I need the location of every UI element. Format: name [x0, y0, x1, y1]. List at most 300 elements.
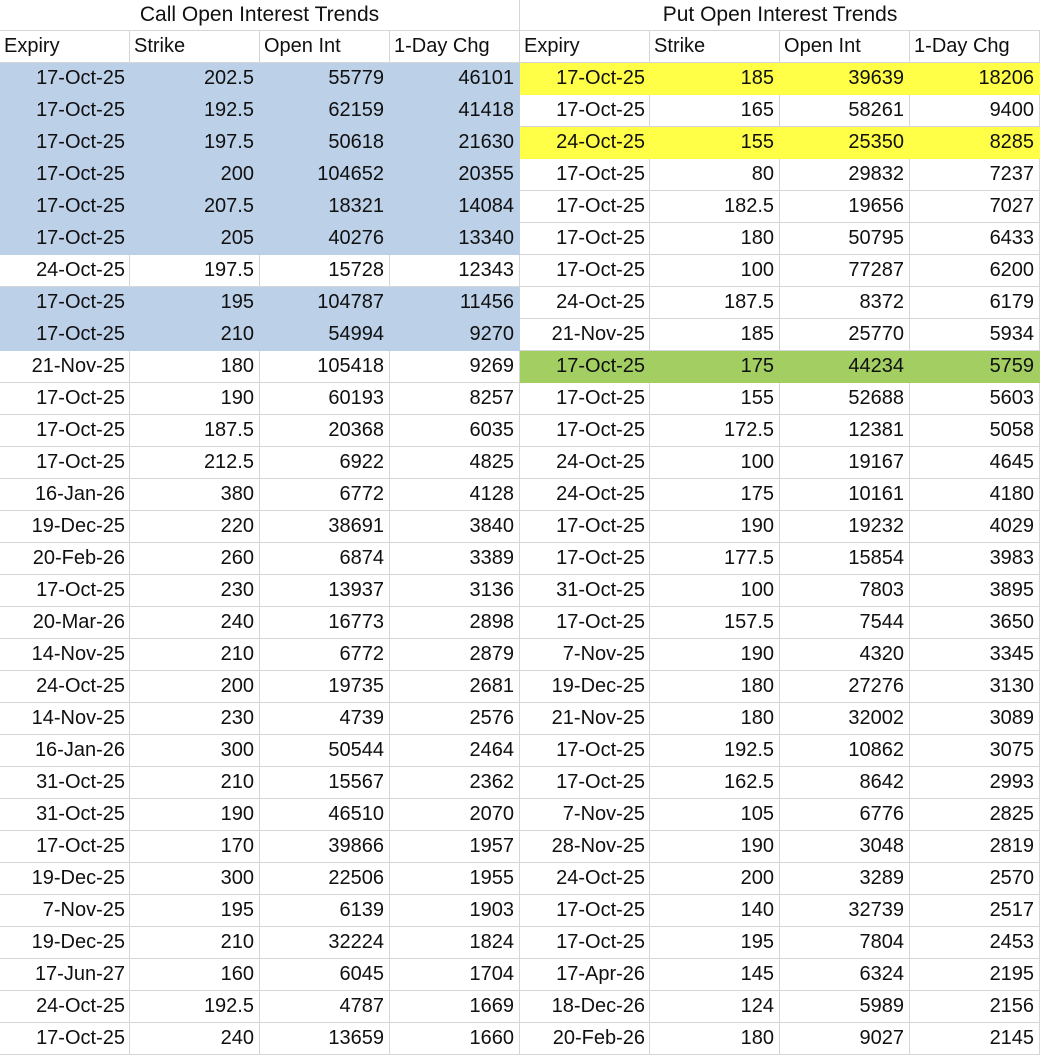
strike-cell[interactable]: 182.5: [650, 191, 780, 223]
strike-cell[interactable]: 185: [650, 319, 780, 351]
chg-cell[interactable]: 9270: [390, 319, 520, 351]
open-int-cell[interactable]: 25350: [780, 127, 910, 159]
chg-cell[interactable]: 4645: [910, 447, 1040, 479]
strike-cell[interactable]: 175: [650, 351, 780, 383]
strike-cell[interactable]: 200: [650, 863, 780, 895]
table-row: [0, 543, 520, 575]
open-int-cell[interactable]: 60193: [260, 383, 390, 415]
table-row: [0, 287, 520, 319]
expiry-cell[interactable]: 17-Oct-25: [0, 575, 130, 607]
strike-cell[interactable]: 300: [130, 735, 260, 767]
expiry-cell[interactable]: 17-Oct-25: [520, 543, 650, 575]
chg-cell[interactable]: 1660: [390, 1023, 520, 1055]
strike-cell[interactable]: 200: [130, 671, 260, 703]
expiry-cell[interactable]: 19-Dec-25: [0, 927, 130, 959]
open-int-cell[interactable]: 32739: [780, 895, 910, 927]
open-int-cell[interactable]: 105418: [260, 351, 390, 383]
chg-cell[interactable]: 14084: [390, 191, 520, 223]
strike-cell[interactable]: 200: [130, 159, 260, 191]
chg-cell[interactable]: 2145: [910, 1023, 1040, 1055]
chg-cell[interactable]: 3895: [910, 575, 1040, 607]
expiry-cell[interactable]: 20-Feb-26: [520, 1023, 650, 1055]
chg-cell[interactable]: 2362: [390, 767, 520, 799]
table-row: [520, 927, 1040, 959]
open-int-cell[interactable]: 50618: [260, 127, 390, 159]
strike-cell[interactable]: 155: [650, 383, 780, 415]
table-row: [520, 415, 1040, 447]
table-row: [0, 479, 520, 511]
strike-cell[interactable]: 100: [650, 255, 780, 287]
strike-cell[interactable]: 172.5: [650, 415, 780, 447]
strike-cell[interactable]: 197.5: [130, 255, 260, 287]
chg-cell[interactable]: 3389: [390, 543, 520, 575]
expiry-cell[interactable]: 14-Nov-25: [0, 703, 130, 735]
open-int-cell[interactable]: 20368: [260, 415, 390, 447]
expiry-cell[interactable]: 31-Oct-25: [520, 575, 650, 607]
expiry-cell[interactable]: 17-Oct-25: [520, 895, 650, 927]
open-int-cell[interactable]: 46510: [260, 799, 390, 831]
expiry-cell[interactable]: 7-Nov-25: [520, 639, 650, 671]
strike-cell[interactable]: 195: [130, 895, 260, 927]
chg-cell[interactable]: 2070: [390, 799, 520, 831]
open-int-cell[interactable]: 50544: [260, 735, 390, 767]
expiry-cell[interactable]: 21-Nov-25: [0, 351, 130, 383]
strike-cell[interactable]: 100: [650, 447, 780, 479]
expiry-cell[interactable]: 19-Dec-25: [0, 511, 130, 543]
strike-cell[interactable]: 165: [650, 95, 780, 127]
expiry-cell[interactable]: 28-Nov-25: [520, 831, 650, 863]
strike-cell[interactable]: 180: [650, 671, 780, 703]
table-row: [0, 799, 520, 831]
expiry-cell[interactable]: 24-Oct-25: [0, 255, 130, 287]
table-row: [520, 799, 1040, 831]
open-int-cell[interactable]: 7544: [780, 607, 910, 639]
strike-cell[interactable]: 202.5: [130, 63, 260, 95]
expiry-cell[interactable]: 17-Oct-25: [520, 95, 650, 127]
chg-cell[interactable]: 8285: [910, 127, 1040, 159]
strike-cell[interactable]: 190: [130, 799, 260, 831]
strike-cell[interactable]: 160: [130, 959, 260, 991]
expiry-cell[interactable]: 7-Nov-25: [0, 895, 130, 927]
put-header-open-int[interactable]: Open Int: [780, 31, 910, 63]
strike-cell[interactable]: 195: [130, 287, 260, 319]
strike-cell[interactable]: 180: [650, 703, 780, 735]
open-int-cell[interactable]: 8642: [780, 767, 910, 799]
table-row: [0, 735, 520, 767]
strike-cell[interactable]: 155: [650, 127, 780, 159]
strike-cell[interactable]: 212.5: [130, 447, 260, 479]
expiry-cell[interactable]: 17-Oct-25: [0, 95, 130, 127]
strike-cell[interactable]: 187.5: [650, 287, 780, 319]
strike-cell[interactable]: 157.5: [650, 607, 780, 639]
open-int-cell[interactable]: 8372: [780, 287, 910, 319]
chg-cell[interactable]: 4825: [390, 447, 520, 479]
chg-cell[interactable]: 12343: [390, 255, 520, 287]
table-row: [0, 383, 520, 415]
chg-cell[interactable]: 8257: [390, 383, 520, 415]
strike-cell[interactable]: 100: [650, 575, 780, 607]
table-row: [0, 831, 520, 863]
open-int-cell[interactable]: 50795: [780, 223, 910, 255]
strike-cell[interactable]: 210: [130, 639, 260, 671]
table-row: [520, 255, 1040, 287]
open-int-cell[interactable]: 54994: [260, 319, 390, 351]
chg-cell[interactable]: 2195: [910, 959, 1040, 991]
strike-cell[interactable]: 210: [130, 767, 260, 799]
open-int-cell[interactable]: 52688: [780, 383, 910, 415]
expiry-cell[interactable]: 18-Dec-26: [520, 991, 650, 1023]
expiry-cell[interactable]: 17-Oct-25: [520, 767, 650, 799]
call-header-1-day-chg[interactable]: 1-Day Chg: [390, 31, 520, 63]
open-int-cell[interactable]: 104652: [260, 159, 390, 191]
table-row: [520, 479, 1040, 511]
call-header-strike[interactable]: Strike: [130, 31, 260, 63]
open-int-cell[interactable]: 6772: [260, 639, 390, 671]
strike-cell[interactable]: 195: [650, 927, 780, 959]
table-row: [0, 63, 520, 95]
strike-cell[interactable]: 260: [130, 543, 260, 575]
chg-cell[interactable]: 2156: [910, 991, 1040, 1023]
open-int-cell[interactable]: 6045: [260, 959, 390, 991]
strike-cell[interactable]: 185: [650, 63, 780, 95]
table-row: [520, 607, 1040, 639]
expiry-cell[interactable]: 24-Oct-25: [520, 863, 650, 895]
table-row: [520, 191, 1040, 223]
put-table-title[interactable]: Put Open Interest Trends: [520, 0, 1040, 31]
chg-cell[interactable]: 11456: [390, 287, 520, 319]
chg-cell[interactable]: 2453: [910, 927, 1040, 959]
expiry-cell[interactable]: 24-Oct-25: [520, 447, 650, 479]
table-row: [0, 127, 520, 159]
open-int-cell[interactable]: 39639: [780, 63, 910, 95]
table-row: [0, 1023, 520, 1055]
open-int-cell[interactable]: 10862: [780, 735, 910, 767]
table-row: [520, 447, 1040, 479]
chg-cell[interactable]: 3345: [910, 639, 1040, 671]
put-header-1-day-chg[interactable]: 1-Day Chg: [910, 31, 1040, 63]
open-int-cell[interactable]: 40276: [260, 223, 390, 255]
chg-cell[interactable]: 13340: [390, 223, 520, 255]
strike-cell[interactable]: 180: [650, 223, 780, 255]
strike-cell[interactable]: 210: [130, 927, 260, 959]
expiry-cell[interactable]: 17-Oct-25: [0, 383, 130, 415]
call-header-expiry[interactable]: Expiry: [0, 31, 130, 63]
table-row: [520, 543, 1040, 575]
strike-cell[interactable]: 175: [650, 479, 780, 511]
chg-cell[interactable]: 2576: [390, 703, 520, 735]
expiry-cell[interactable]: 17-Oct-25: [520, 383, 650, 415]
open-int-cell[interactable]: 13659: [260, 1023, 390, 1055]
chg-cell[interactable]: 20355: [390, 159, 520, 191]
put-table-title-row: [520, 0, 1040, 31]
strike-cell[interactable]: 145: [650, 959, 780, 991]
expiry-cell[interactable]: 17-Oct-25: [520, 927, 650, 959]
strike-cell[interactable]: 220: [130, 511, 260, 543]
chg-cell[interactable]: 5934: [910, 319, 1040, 351]
expiry-cell[interactable]: 19-Dec-25: [520, 671, 650, 703]
expiry-cell[interactable]: 31-Oct-25: [0, 767, 130, 799]
expiry-cell[interactable]: 19-Dec-25: [0, 863, 130, 895]
table-row: [520, 511, 1040, 543]
open-int-cell[interactable]: 6776: [780, 799, 910, 831]
table-row: [520, 95, 1040, 127]
open-int-cell[interactable]: 104787: [260, 287, 390, 319]
chg-cell[interactable]: 6433: [910, 223, 1040, 255]
expiry-cell[interactable]: 24-Oct-25: [520, 287, 650, 319]
table-row: [0, 511, 520, 543]
strike-cell[interactable]: 190: [650, 639, 780, 671]
chg-cell[interactable]: 3130: [910, 671, 1040, 703]
chg-cell[interactable]: 9400: [910, 95, 1040, 127]
expiry-cell[interactable]: 17-Oct-25: [520, 191, 650, 223]
chg-cell[interactable]: 2825: [910, 799, 1040, 831]
open-int-cell[interactable]: 15567: [260, 767, 390, 799]
expiry-cell[interactable]: 17-Oct-25: [520, 511, 650, 543]
table-row: [520, 575, 1040, 607]
expiry-cell[interactable]: 17-Oct-25: [0, 1023, 130, 1055]
chg-cell[interactable]: 3840: [390, 511, 520, 543]
chg-cell[interactable]: 41418: [390, 95, 520, 127]
strike-cell[interactable]: 205: [130, 223, 260, 255]
expiry-cell[interactable]: 17-Oct-25: [520, 351, 650, 383]
strike-cell[interactable]: 180: [130, 351, 260, 383]
open-int-cell[interactable]: 19167: [780, 447, 910, 479]
open-int-cell[interactable]: 7803: [780, 575, 910, 607]
chg-cell[interactable]: 2681: [390, 671, 520, 703]
put-header-strike[interactable]: Strike: [650, 31, 780, 63]
open-int-cell[interactable]: 6324: [780, 959, 910, 991]
expiry-cell[interactable]: 20-Feb-26: [0, 543, 130, 575]
expiry-cell[interactable]: 16-Jan-26: [0, 479, 130, 511]
strike-cell[interactable]: 197.5: [130, 127, 260, 159]
expiry-cell[interactable]: 17-Oct-25: [0, 415, 130, 447]
chg-cell[interactable]: 2517: [910, 895, 1040, 927]
table-row: [520, 863, 1040, 895]
open-int-cell[interactable]: 4787: [260, 991, 390, 1023]
chg-cell[interactable]: 2993: [910, 767, 1040, 799]
chg-cell[interactable]: 2570: [910, 863, 1040, 895]
chg-cell[interactable]: 1903: [390, 895, 520, 927]
expiry-cell[interactable]: 17-Oct-25: [0, 159, 130, 191]
open-int-cell[interactable]: 10161: [780, 479, 910, 511]
open-int-cell[interactable]: 58261: [780, 95, 910, 127]
table-row: [520, 319, 1040, 351]
chg-cell[interactable]: 4128: [390, 479, 520, 511]
strike-cell[interactable]: 300: [130, 863, 260, 895]
call-header-open-int[interactable]: Open Int: [260, 31, 390, 63]
table-row: [520, 735, 1040, 767]
open-int-cell[interactable]: 39866: [260, 831, 390, 863]
chg-cell[interactable]: 2879: [390, 639, 520, 671]
strike-cell[interactable]: 210: [130, 319, 260, 351]
chg-cell[interactable]: 2464: [390, 735, 520, 767]
strike-cell[interactable]: 240: [130, 607, 260, 639]
chg-cell[interactable]: 5058: [910, 415, 1040, 447]
open-int-cell[interactable]: 18321: [260, 191, 390, 223]
expiry-cell[interactable]: 17-Oct-25: [0, 319, 130, 351]
open-int-cell[interactable]: 7804: [780, 927, 910, 959]
chg-cell[interactable]: 18206: [910, 63, 1040, 95]
strike-cell[interactable]: 190: [650, 831, 780, 863]
expiry-cell[interactable]: 24-Oct-25: [0, 671, 130, 703]
strike-cell[interactable]: 190: [650, 511, 780, 543]
expiry-cell[interactable]: 17-Oct-25: [0, 223, 130, 255]
expiry-cell[interactable]: 17-Oct-25: [0, 831, 130, 863]
table-row: [0, 319, 520, 351]
table-row: [0, 255, 520, 287]
chg-cell[interactable]: 46101: [390, 63, 520, 95]
open-int-cell[interactable]: 19735: [260, 671, 390, 703]
chg-cell[interactable]: 6179: [910, 287, 1040, 319]
chg-cell[interactable]: 9269: [390, 351, 520, 383]
chg-cell[interactable]: 2819: [910, 831, 1040, 863]
strike-cell[interactable]: 170: [130, 831, 260, 863]
chg-cell[interactable]: 1704: [390, 959, 520, 991]
open-int-cell[interactable]: 32224: [260, 927, 390, 959]
strike-cell[interactable]: 380: [130, 479, 260, 511]
expiry-cell[interactable]: 17-Oct-25: [0, 191, 130, 223]
open-int-cell[interactable]: 16773: [260, 607, 390, 639]
strike-cell[interactable]: 162.5: [650, 767, 780, 799]
open-int-cell[interactable]: 3289: [780, 863, 910, 895]
chg-cell[interactable]: 4029: [910, 511, 1040, 543]
expiry-cell[interactable]: 17-Apr-26: [520, 959, 650, 991]
table-row: [520, 287, 1040, 319]
chg-cell[interactable]: 21630: [390, 127, 520, 159]
open-int-cell[interactable]: 22506: [260, 863, 390, 895]
open-int-cell[interactable]: 38691: [260, 511, 390, 543]
table-row: [520, 1023, 1040, 1055]
expiry-cell[interactable]: 17-Oct-25: [520, 607, 650, 639]
expiry-cell[interactable]: 21-Nov-25: [520, 703, 650, 735]
chg-cell[interactable]: 3650: [910, 607, 1040, 639]
table-row: [520, 383, 1040, 415]
table-row: [0, 95, 520, 127]
expiry-cell[interactable]: 7-Nov-25: [520, 799, 650, 831]
strike-cell[interactable]: 230: [130, 575, 260, 607]
open-int-cell[interactable]: 12381: [780, 415, 910, 447]
strike-cell[interactable]: 207.5: [130, 191, 260, 223]
table-row: [520, 351, 1040, 383]
open-int-cell[interactable]: 4320: [780, 639, 910, 671]
chg-cell[interactable]: 1669: [390, 991, 520, 1023]
chg-cell[interactable]: 6200: [910, 255, 1040, 287]
put-header-expiry[interactable]: Expiry: [520, 31, 650, 63]
expiry-cell[interactable]: 17-Oct-25: [520, 255, 650, 287]
table-row: [0, 223, 520, 255]
open-int-cell[interactable]: 62159: [260, 95, 390, 127]
strike-cell[interactable]: 240: [130, 1023, 260, 1055]
chg-cell[interactable]: 3983: [910, 543, 1040, 575]
expiry-cell[interactable]: 17-Oct-25: [520, 735, 650, 767]
chg-cell[interactable]: 5603: [910, 383, 1040, 415]
chg-cell[interactable]: 1955: [390, 863, 520, 895]
expiry-cell[interactable]: 21-Nov-25: [520, 319, 650, 351]
expiry-cell[interactable]: 24-Oct-25: [0, 991, 130, 1023]
expiry-cell[interactable]: 17-Oct-25: [520, 159, 650, 191]
expiry-cell[interactable]: 17-Oct-25: [0, 447, 130, 479]
expiry-cell[interactable]: 17-Oct-25: [520, 63, 650, 95]
strike-cell[interactable]: 140: [650, 895, 780, 927]
open-int-cell[interactable]: 13937: [260, 575, 390, 607]
expiry-cell[interactable]: 17-Oct-25: [520, 223, 650, 255]
chg-cell[interactable]: 6035: [390, 415, 520, 447]
open-int-cell[interactable]: 6772: [260, 479, 390, 511]
strike-cell[interactable]: 192.5: [130, 991, 260, 1023]
open-int-cell[interactable]: 44234: [780, 351, 910, 383]
strike-cell[interactable]: 192.5: [130, 95, 260, 127]
table-row: [520, 959, 1040, 991]
call-table-title[interactable]: Call Open Interest Trends: [0, 0, 520, 31]
put-table-header-row: [520, 31, 1040, 63]
chg-cell[interactable]: 3136: [390, 575, 520, 607]
table-row: [0, 991, 520, 1023]
open-int-cell[interactable]: 19232: [780, 511, 910, 543]
open-int-cell[interactable]: 9027: [780, 1023, 910, 1055]
chg-cell[interactable]: 5759: [910, 351, 1040, 383]
open-int-cell[interactable]: 55779: [260, 63, 390, 95]
chg-cell[interactable]: 2898: [390, 607, 520, 639]
open-int-cell[interactable]: 4739: [260, 703, 390, 735]
expiry-cell[interactable]: 16-Jan-26: [0, 735, 130, 767]
chg-cell[interactable]: 3089: [910, 703, 1040, 735]
open-int-cell[interactable]: 6922: [260, 447, 390, 479]
strike-cell[interactable]: 180: [650, 1023, 780, 1055]
expiry-cell[interactable]: 17-Jun-27: [0, 959, 130, 991]
chg-cell[interactable]: 3075: [910, 735, 1040, 767]
open-int-cell[interactable]: 29832: [780, 159, 910, 191]
open-int-cell[interactable]: 15854: [780, 543, 910, 575]
open-int-cell[interactable]: 77287: [780, 255, 910, 287]
expiry-cell[interactable]: 31-Oct-25: [0, 799, 130, 831]
strike-cell[interactable]: 192.5: [650, 735, 780, 767]
strike-cell[interactable]: 80: [650, 159, 780, 191]
open-int-cell[interactable]: 19656: [780, 191, 910, 223]
open-int-cell[interactable]: 27276: [780, 671, 910, 703]
expiry-cell[interactable]: 17-Oct-25: [0, 287, 130, 319]
open-int-cell[interactable]: 6139: [260, 895, 390, 927]
strike-cell[interactable]: 187.5: [130, 415, 260, 447]
open-int-cell[interactable]: 25770: [780, 319, 910, 351]
open-int-cell[interactable]: 5989: [780, 991, 910, 1023]
expiry-cell[interactable]: 24-Oct-25: [520, 127, 650, 159]
expiry-cell[interactable]: 17-Oct-25: [520, 415, 650, 447]
open-int-cell[interactable]: 15728: [260, 255, 390, 287]
chg-cell[interactable]: 4180: [910, 479, 1040, 511]
strike-cell[interactable]: 190: [130, 383, 260, 415]
strike-cell[interactable]: 124: [650, 991, 780, 1023]
expiry-cell[interactable]: 17-Oct-25: [0, 127, 130, 159]
chg-cell[interactable]: 1824: [390, 927, 520, 959]
open-int-cell[interactable]: 6874: [260, 543, 390, 575]
table-row: [0, 351, 520, 383]
chg-cell[interactable]: 7027: [910, 191, 1040, 223]
open-int-cell[interactable]: 3048: [780, 831, 910, 863]
expiry-cell[interactable]: 20-Mar-26: [0, 607, 130, 639]
expiry-cell[interactable]: 24-Oct-25: [520, 479, 650, 511]
table-row: [0, 415, 520, 447]
chg-cell[interactable]: 7237: [910, 159, 1040, 191]
strike-cell[interactable]: 230: [130, 703, 260, 735]
table-row: [520, 991, 1040, 1023]
strike-cell[interactable]: 177.5: [650, 543, 780, 575]
open-int-cell[interactable]: 32002: [780, 703, 910, 735]
strike-cell[interactable]: 105: [650, 799, 780, 831]
expiry-cell[interactable]: 14-Nov-25: [0, 639, 130, 671]
chg-cell[interactable]: 1957: [390, 831, 520, 863]
expiry-cell[interactable]: 17-Oct-25: [0, 63, 130, 95]
table-row: [0, 959, 520, 991]
